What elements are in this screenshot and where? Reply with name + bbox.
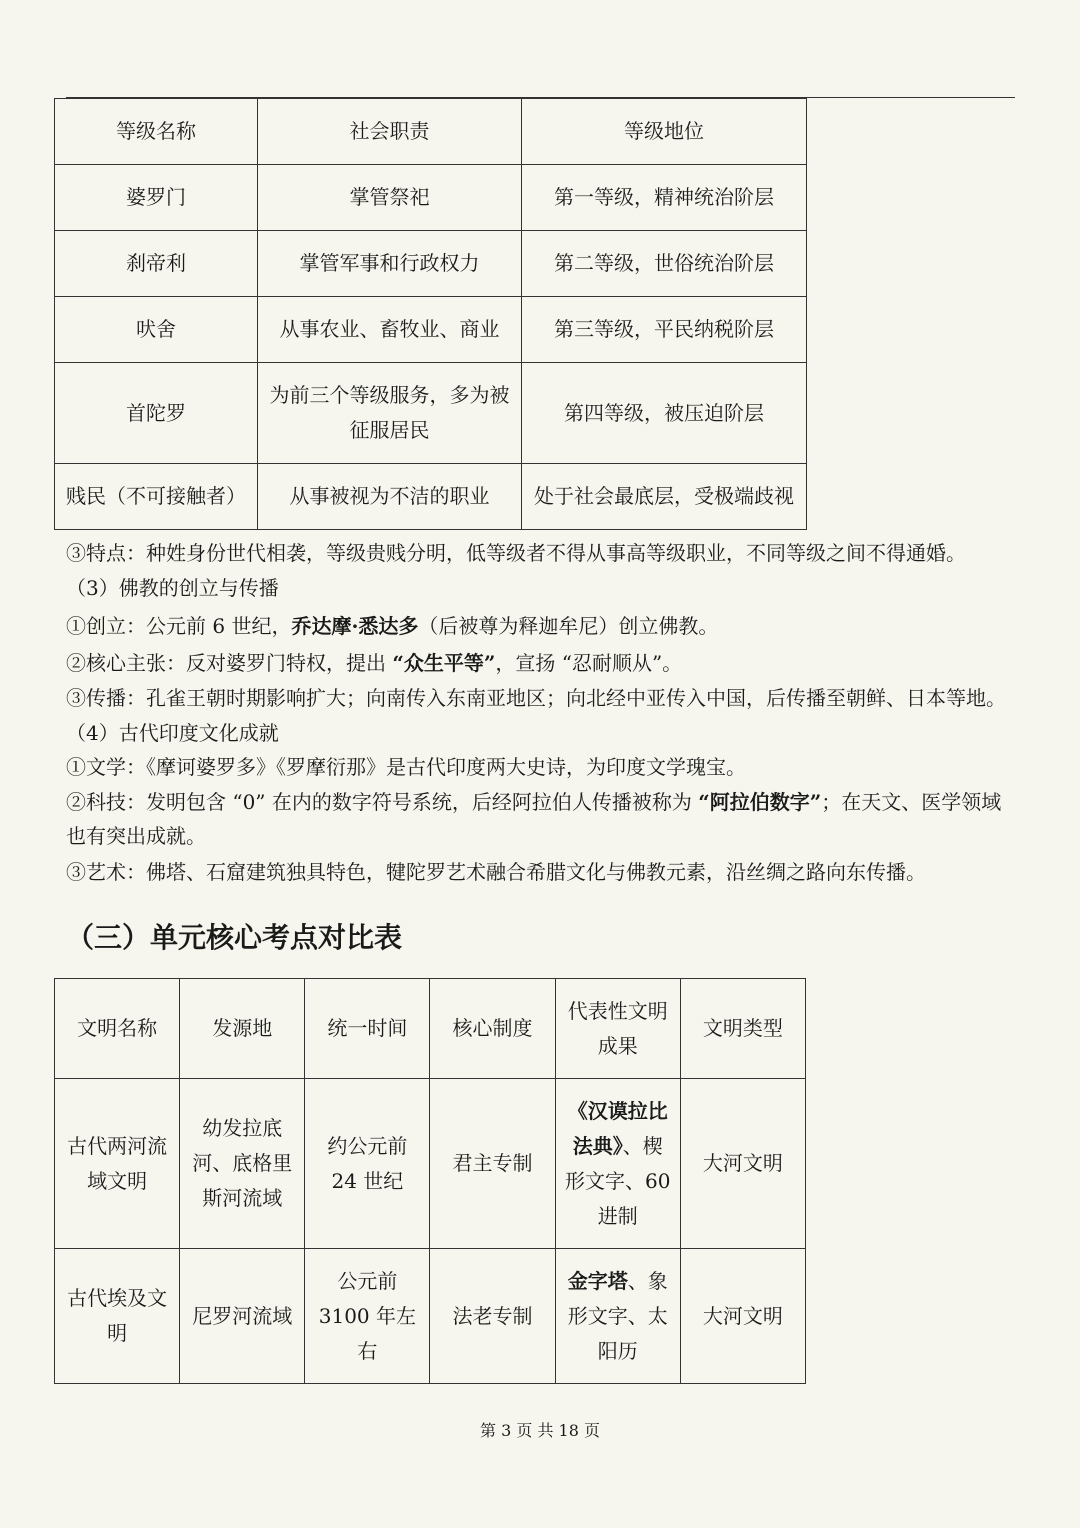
page-footer: 第 3 页 共 18 页 [480,1421,600,1440]
paragraph-buddhism-spread: ③传播：孔雀王朝时期影响扩大；向南传入东南亚地区；向北经中亚传入中国，后传播至朝鲜、日本等地。 [66,686,1006,710]
paragraph-literature: ①文学：《摩诃婆罗多》《罗摩衍那》是古代印度两大史诗，为印度文学瑰宝。 [66,755,746,779]
table-row [55,1249,806,1384]
text-span: ②科技：发明包含 “0” 在内的数字符号系统，后经阿拉伯人传播被称为 [66,790,699,814]
table-cell: 第二等级，世俗统治阶层 [522,231,807,297]
table-cell: 大河文明 [680,1249,805,1384]
compare-header-row [55,979,806,1079]
bold-achievement: 《汉谟拉比法典》 [567,1098,668,1158]
text-span: ②核心主张：反对婆罗门特权，提出 [66,651,393,675]
header-cell: 核心制度 [430,979,555,1079]
text-span: ；在天文、医学领域也有突出成就。 [66,790,1002,848]
bold-term: “众生平等” [392,651,496,675]
table-cell: 贱民（不可接触者） [55,464,258,530]
table-row [55,464,807,530]
table-cell: 掌管军事和行政权力 [258,231,522,297]
table-cell: 从事农业、畜牧业、商业 [258,297,522,363]
table-cell: 尼罗河流域 [180,1249,305,1384]
table-cell: 第四等级，被压迫阶层 [522,363,807,464]
table-row [55,1079,806,1249]
header-cell: 等级地位 [522,99,807,165]
table-cell: 从事被视为不洁的职业 [258,464,522,530]
text-span: ，宣扬 “忍耐顺从”。 [495,651,683,675]
paragraph-buddhism-founding [66,609,1016,643]
text-span: ①创立：公元前 6 世纪， [66,614,292,638]
compare-table [54,978,806,1384]
subheading-buddhism: （3）佛教的创立与传播 [66,576,279,600]
paragraph-science [66,785,1016,853]
caste-table [54,98,807,530]
table-cell: 第三等级，平民纳税阶层 [522,297,807,363]
table-cell: 古代两河流域文明 [55,1079,180,1249]
paragraph-buddhism-tenets [66,646,1016,680]
paragraph-caste-features: ③特点：种姓身份世代相袭，等级贵贱分明，低等级者不得从事高等级职业，不同等级之间不得通婚。 [66,541,966,565]
table-row [55,297,807,363]
table-cell: 首陀罗 [55,363,258,464]
bold-term: “阿拉伯数字” [698,790,822,814]
table-cell: 大河文明 [680,1079,805,1249]
table-cell: 为前三个等级服务，多为被征服居民 [258,363,522,464]
table-cell: 幼发拉底河、底格里斯河流域 [180,1079,305,1249]
table-cell: 第一等级，精神统治阶层 [522,165,807,231]
table-cell: 掌管祭祀 [258,165,522,231]
table-cell: 处于社会最底层，受极端歧视 [522,464,807,530]
table-row [55,363,807,464]
table-cell: 婆罗门 [55,165,258,231]
text-span: 、象形文字、太阳历 [567,1268,668,1363]
table-cell: 公元前 3100 年左右 [305,1249,430,1384]
paragraph-art: ③艺术：佛塔、石窟建筑独具特色，犍陀罗艺术融合希腊文化与佛教元素，沿丝绸之路向东传播。 [66,860,926,884]
table-cell: 约公元前 24 世纪 [305,1079,430,1249]
table-cell: 君主专制 [430,1079,555,1249]
header-cell: 等级名称 [55,99,258,165]
table-cell: 吠舍 [55,297,258,363]
table-cell [555,1079,680,1249]
subheading-india-culture: （4）古代印度文化成就 [66,721,279,745]
table-cell: 古代埃及文明 [55,1249,180,1384]
header-cell: 社会职责 [258,99,522,165]
caste-header-row [55,99,807,165]
text-span: 、楔形文字、60 进制 [564,1133,671,1228]
table-cell: 法老专制 [430,1249,555,1384]
header-cell: 代表性文明成果 [555,979,680,1079]
section-title: （三）单元核心考点对比表 [66,921,403,954]
table-cell [555,1249,680,1384]
header-cell: 发源地 [180,979,305,1079]
table-cell: 刹帝利 [55,231,258,297]
text-span: （后被尊为释迦牟尼）创立佛教。 [418,614,719,638]
bold-achievement: 金字塔 [567,1268,628,1293]
table-row [55,165,807,231]
header-cell: 文明类型 [680,979,805,1079]
bold-name: 乔达摩·悉达多 [291,614,419,638]
table-row [55,231,807,297]
header-cell: 文明名称 [55,979,180,1079]
header-cell: 统一时间 [305,979,430,1079]
